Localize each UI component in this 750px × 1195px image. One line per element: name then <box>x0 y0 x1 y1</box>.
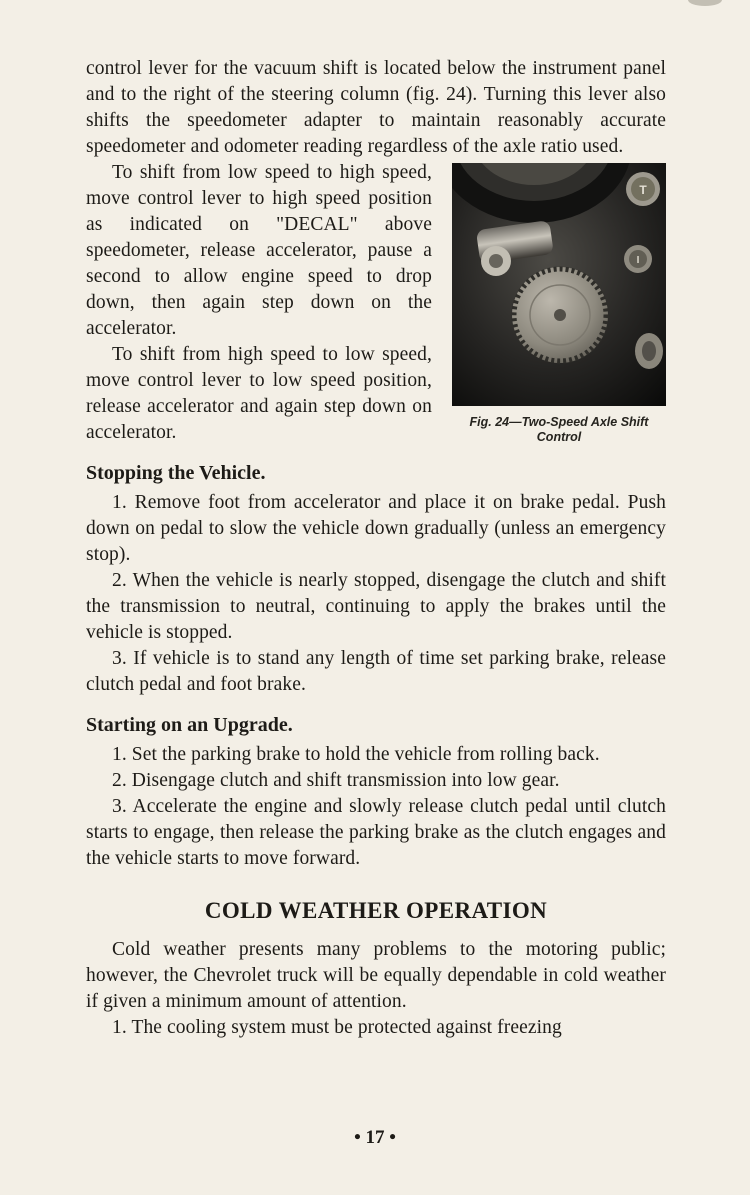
page-number: • 17 • <box>354 1127 396 1148</box>
heading-starting-on-an-upgrade: Starting on an Upgrade. <box>86 714 293 736</box>
knob-t-shape <box>626 172 660 206</box>
axle-shift-knob-shape <box>512 267 608 363</box>
knob-i-shape <box>624 245 652 273</box>
intro-paragraph-3: To shift from high speed to low speed, move control lever to low speed position, release accelerator and again step down on accelerator. <box>86 344 432 443</box>
intro-paragraph-2: To shift from low speed to high speed, move control lever to high speed position as indicated on "DECAL" above speedometer, release accelerator, pause a second to allow engine speed to drop down, then again step down on the accelerator. <box>86 162 432 339</box>
figure-24-caption <box>452 415 666 445</box>
knob-t-label: T <box>639 183 647 197</box>
scan-artifact <box>688 0 722 6</box>
figure-caption-line2: Control <box>536 430 582 444</box>
upgrade-step-1: 1. Set the parking brake to hold the vehicle from rolling back. <box>112 744 600 765</box>
figure-24-photo <box>452 163 666 406</box>
figure-caption-line1: Fig. 24—Two-Speed Axle Shift <box>469 415 649 429</box>
figure-24 <box>452 163 666 445</box>
heading-stopping-the-vehicle: Stopping the Vehicle. <box>86 462 266 484</box>
cold-weather-paragraph-2: 1. The cooling system must be protected against freezing <box>112 1017 562 1038</box>
upgrade-step-3: 3. Accelerate the engine and slowly release clutch pedal until clutch starts to engage, then release the parking brake as the clutch engages and the vehicle starts to move forward. <box>86 796 666 869</box>
cold-weather-paragraph-1: Cold weather presents many problems to the motoring public; however, the Chevrolet truck will be equally dependable in cold weather if given a minimum amount of attention. <box>86 939 666 1012</box>
upgrade-step-2: 2. Disengage clutch and shift transmission into low gear. <box>112 770 560 791</box>
heading-cold-weather-operation: COLD WEATHER OPERATION <box>204 898 548 923</box>
knob-i-label: I <box>636 255 640 266</box>
stopping-step-1: 1. Remove foot from accelerator and place it on brake pedal. Push down on pedal to slow the vehicle down gradually (unless an emergency stop). <box>86 492 666 565</box>
stopping-step-2: 2. When the vehicle is nearly stopped, disengage the clutch and shift the transmission to neutral, continuing to apply the brakes until the vehicle is stopped. <box>86 570 666 643</box>
stopping-step-3: 3. If vehicle is to stand any length of time set parking brake, release clutch pedal and foot brake. <box>86 648 666 695</box>
knob-small-shape <box>635 333 663 369</box>
intro-paragraph-1: control lever for the vacuum shift is located below the instrument panel and to the right of the steering column (fig. 24). Turning this lever also shifts the speedometer adapter to maintain reasonably accurate speedometer and odometer reading regardless of the axle ratio used. <box>86 58 666 157</box>
